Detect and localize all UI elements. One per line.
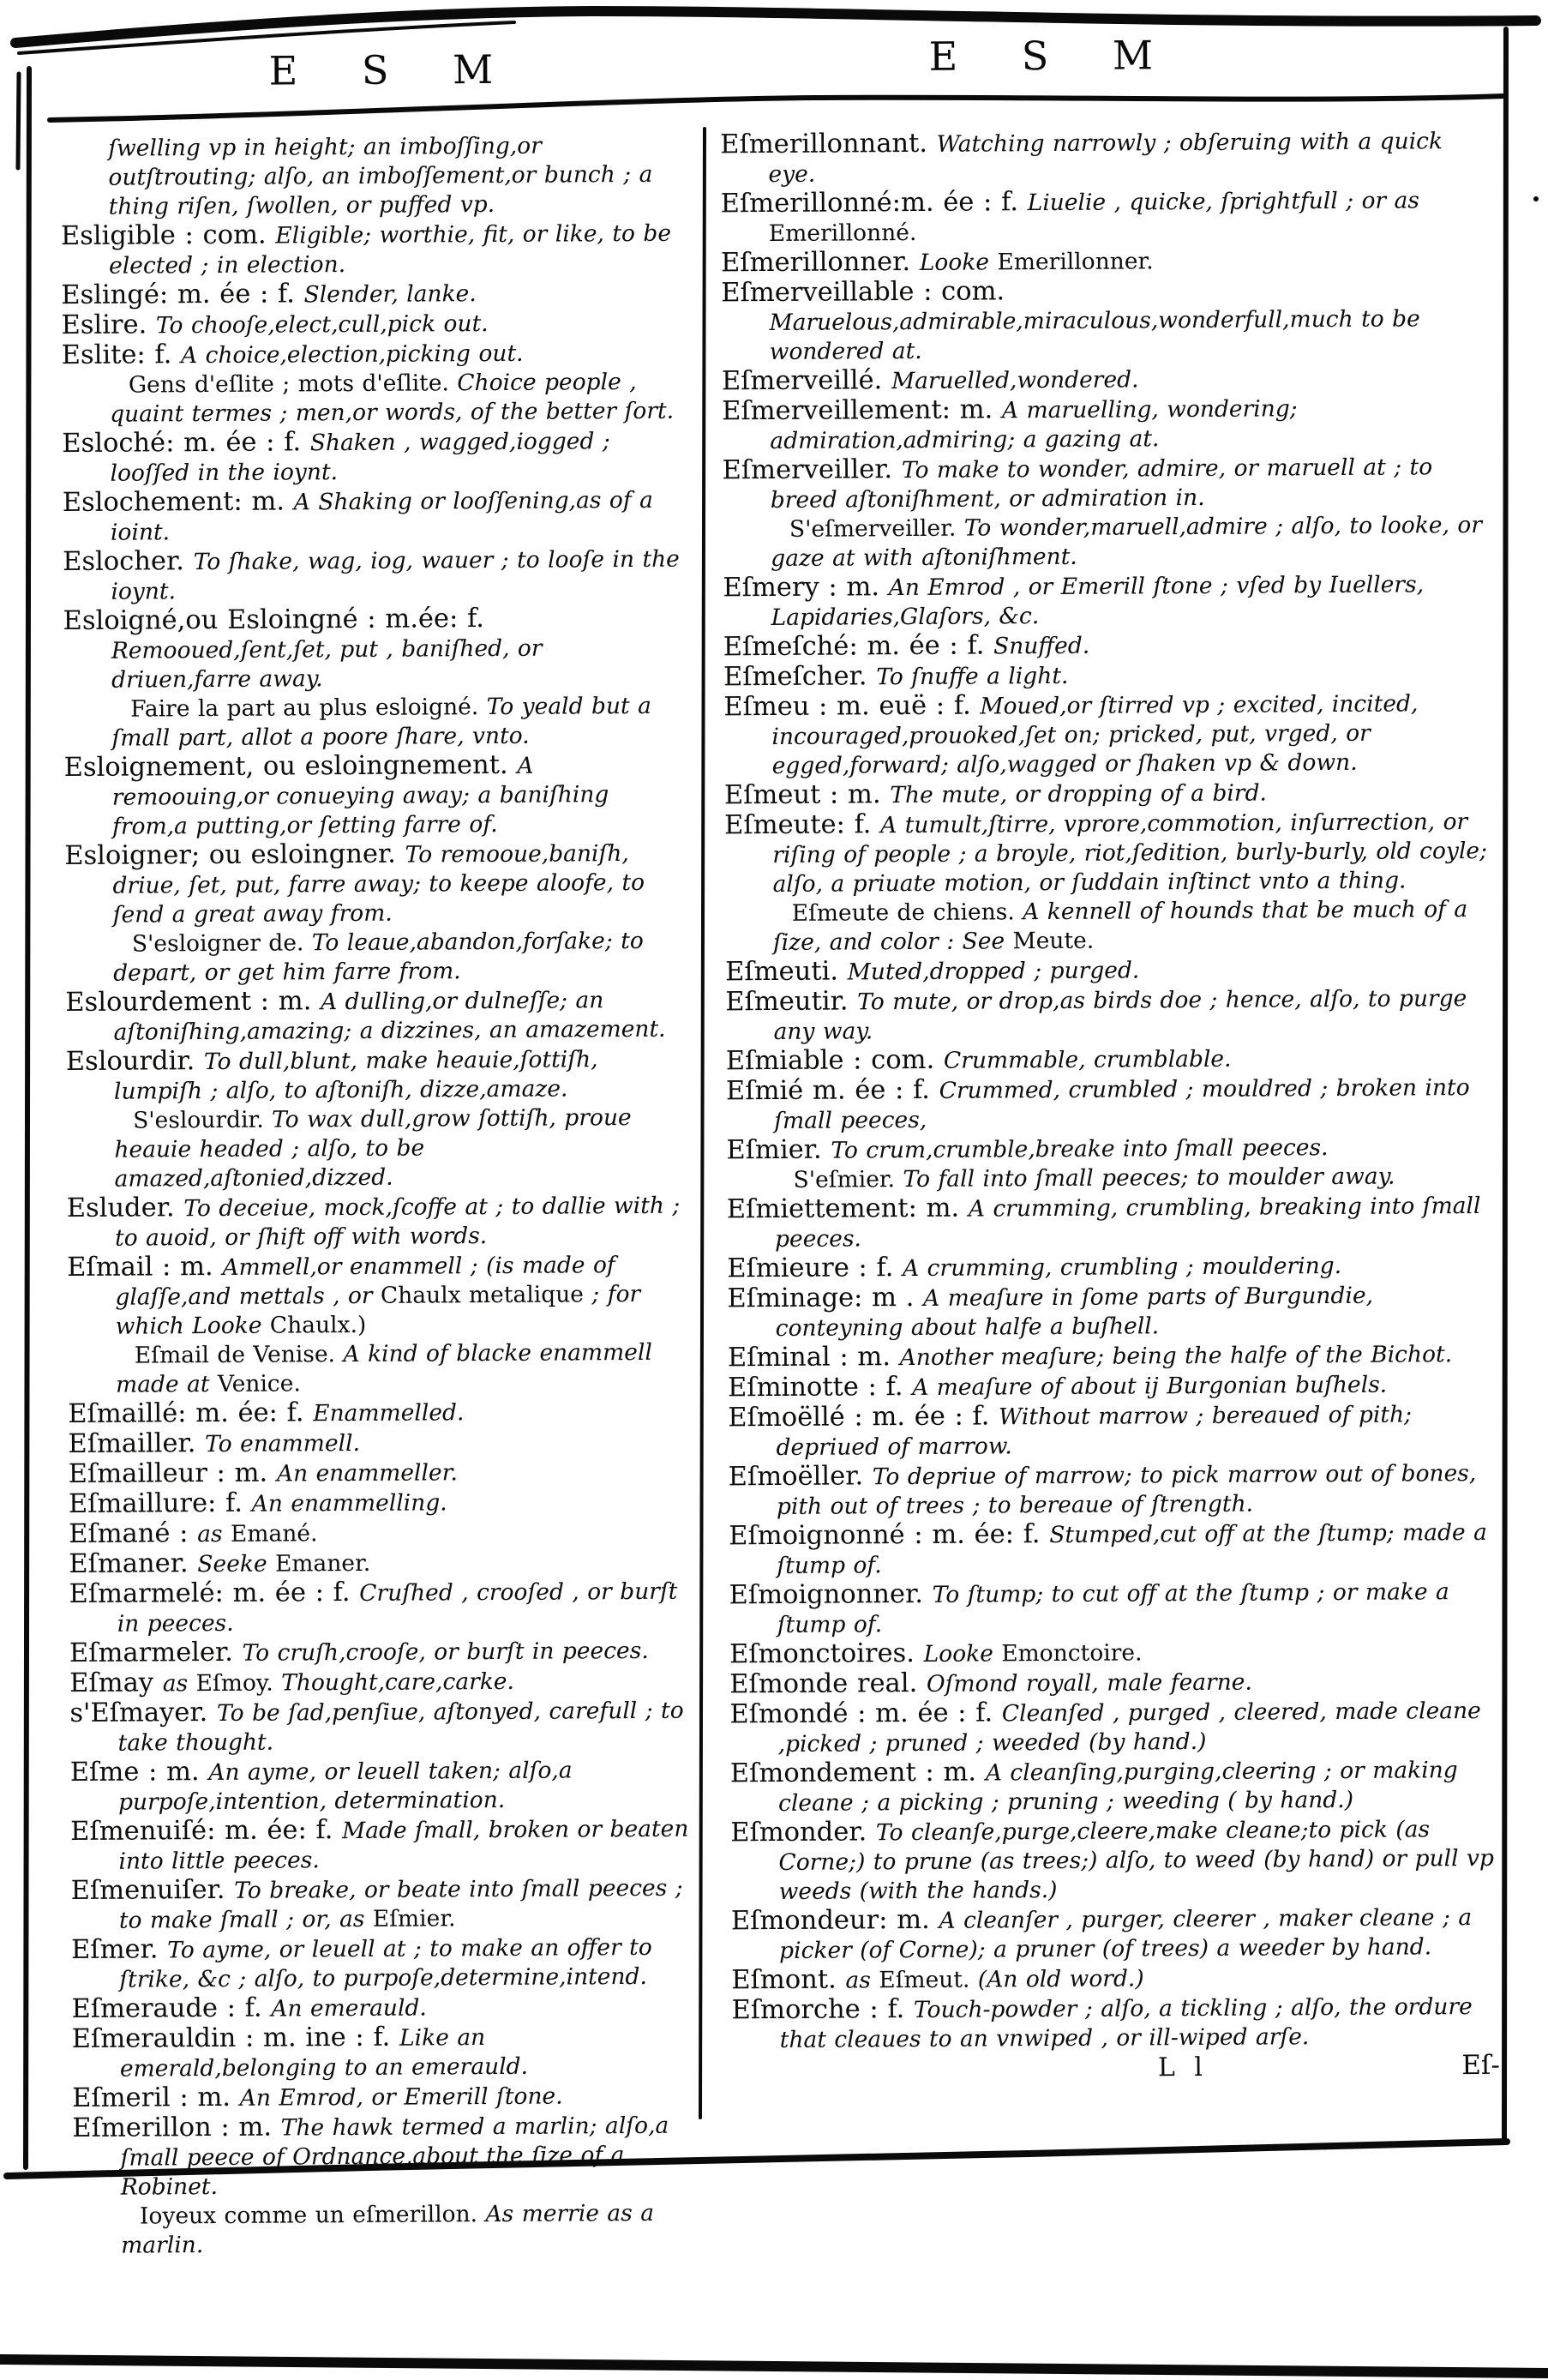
dictionary-entry bbox=[731, 1902, 1506, 1967]
entry-text: Stumped,cut off at the ſtump; made a ſtump of. bbox=[777, 1518, 1487, 1579]
entry-text: Snuffed. bbox=[993, 632, 1090, 660]
entry-headword: Eſmeu : m. euë : f. bbox=[723, 690, 981, 723]
entry-text: Crummable, crumblable. bbox=[943, 1045, 1232, 1074]
entry-text: Another meaſure; being the halfe of the Bichot. bbox=[899, 1341, 1453, 1372]
entry-headword: Eslocher. bbox=[63, 546, 194, 578]
dictionary-entry bbox=[69, 1487, 689, 1520]
entry-headword: Eſmorche : f. bbox=[731, 1994, 915, 2026]
dictionary-entry bbox=[726, 1073, 1501, 1137]
entry-text: ; for which Looke bbox=[115, 1280, 641, 1340]
entry-text: as bbox=[197, 1520, 231, 1548]
entry-text: Oſmond royall, male fearne. bbox=[926, 1668, 1252, 1698]
entry-text: A dulling,or dulneſſe; an aſtoniſhing,amazing; a dizzines, an amazement. bbox=[113, 987, 666, 1046]
dictionary-entry bbox=[721, 244, 1496, 279]
entry-text: To ſtump; to cut off at the ſtump ; or make a ſtump of. bbox=[777, 1578, 1449, 1638]
entry-text: An enammelling. bbox=[251, 1489, 447, 1518]
dictionary-entry bbox=[731, 1992, 1506, 2056]
entry-text: The hawk termed a marlin; alſo,a ſmall peece of Ordnance,about the ſize of a Robinet. bbox=[120, 2112, 669, 2201]
entry-headword: Eſmerveillable : com. bbox=[721, 276, 1005, 309]
dictionary-entry bbox=[725, 895, 1500, 959]
dictionary-entry bbox=[69, 1577, 689, 1639]
entry-headword: Eſmoignonné : m. ée: f. bbox=[729, 1519, 1050, 1552]
dictionary-entry bbox=[69, 1666, 690, 1699]
entry-headword: Esluder. bbox=[66, 1193, 184, 1224]
entry-headword: Eſminotte : f. bbox=[727, 1372, 913, 1403]
dictionary-entry bbox=[727, 1191, 1502, 1255]
dictionary-entry bbox=[727, 1250, 1502, 1285]
entry-headword: Esloigner; ou esloingner. bbox=[64, 838, 405, 872]
entry-headword: Eſmané : bbox=[69, 1518, 198, 1550]
entry-text: S'eslourdir. bbox=[133, 1106, 273, 1134]
entry-headword: Eſmerveiller. bbox=[722, 454, 902, 486]
entry-text: Venice. bbox=[217, 1370, 301, 1397]
dictionary-entry bbox=[63, 604, 685, 695]
entry-text: To make to wonder, admire, or maruell at ; to breed aſtoniſhment, or admiration in. bbox=[770, 454, 1433, 514]
dictionary-entry bbox=[722, 393, 1497, 457]
dictionary-entry bbox=[723, 628, 1498, 664]
right-column bbox=[720, 126, 1507, 2085]
entry-headword: Eſmaner. bbox=[69, 1548, 198, 1580]
dictionary-entry bbox=[71, 1932, 692, 1995]
dictionary-entry bbox=[68, 1338, 688, 1400]
entry-text: To be ſad,penſiue, aſtonyed, carefull ; to take thought. bbox=[117, 1697, 684, 1757]
dictionary-entry bbox=[70, 1755, 691, 1818]
dictionary-entry bbox=[731, 1962, 1506, 1997]
entry-headword: Eſmeuti. bbox=[725, 956, 848, 988]
entry-headword: Eſmonde real. bbox=[729, 1668, 927, 1700]
dictionary-entry bbox=[724, 777, 1499, 812]
entry-headword: Eſmerillonner. bbox=[720, 246, 920, 279]
entry-text: Muted,dropped ; purged. bbox=[847, 957, 1140, 986]
entry-headword: Eſmerveillement: m. bbox=[722, 394, 1003, 427]
entry-headword: Eſmont. bbox=[731, 1964, 846, 1996]
dictionary-entry bbox=[721, 185, 1496, 249]
dictionary-entry bbox=[61, 278, 681, 311]
entry-headword: Eſmiettement: m. bbox=[726, 1193, 969, 1225]
dictionary-entry bbox=[723, 511, 1497, 574]
entry-headword: Eſmery : m. bbox=[723, 572, 889, 604]
dictionary-entry bbox=[61, 219, 681, 281]
entry-headword: Eſmeril : m. bbox=[72, 2082, 240, 2114]
dictionary-entry bbox=[69, 1636, 690, 1669]
entry-text: To ayme, or leuell at ; to make an offer to ſtrike, &c ; alſo, to purpoſe,determine,intend. bbox=[119, 1933, 652, 1993]
dictionary-entry bbox=[724, 807, 1500, 900]
entry-text: To wonder,maruell,admire ; alſo, to looke, or gaze at with aſtoniſhment. bbox=[771, 511, 1483, 573]
dictionary-entry bbox=[729, 1636, 1504, 1671]
entry-text: To yeald but a ſmall part, allot a poore ſhare, vnto. bbox=[111, 692, 651, 752]
dictionary-entry bbox=[64, 838, 686, 930]
entry-headword: Eſmarmeler. bbox=[69, 1637, 243, 1669]
entry-text: To breake, or beate into ſmall peeces ; to make ſmall ; or, as bbox=[118, 1874, 683, 1934]
entry-headword: Eſmeut : m. bbox=[723, 779, 891, 811]
dictionary-entry bbox=[722, 452, 1497, 516]
entry-headword: Eslochement: m. bbox=[62, 486, 294, 519]
entry-text: A choice,election,picking out. bbox=[180, 340, 524, 370]
entry-text: As merrie as a marlin. bbox=[121, 2199, 655, 2259]
entry-headword: Eſmeſcher. bbox=[723, 661, 877, 693]
dictionary-entry bbox=[72, 2022, 693, 2084]
entry-text: Maruelled,wondered. bbox=[891, 366, 1139, 395]
entry-text: To fall into ſmall peeces; to moulder away. bbox=[903, 1163, 1395, 1193]
entry-headword: Esloignement, ou esloingnement. bbox=[63, 749, 518, 784]
entry-text: Enammelled. bbox=[313, 1399, 465, 1427]
entry-headword: Eſmieure : f. bbox=[727, 1253, 903, 1284]
dictionary-entry bbox=[726, 1132, 1501, 1167]
entry-text: The mute, or dropping of a bird. bbox=[890, 779, 1268, 809]
entry-text: Touch-powder ; alſo, a tickling ; alſo, the ordure that cleaues to an vnwiped , or ill-wiped arſe. bbox=[779, 1993, 1473, 2053]
entry-headword: Eſmeute: f. bbox=[723, 809, 881, 841]
entry-text: A kind of blacke enammell made at bbox=[115, 1338, 652, 1398]
dictionary-entry bbox=[70, 1814, 691, 1877]
left-column bbox=[60, 131, 693, 2261]
entry-text: Looke bbox=[919, 249, 998, 276]
running-head-left: E S M bbox=[268, 45, 519, 94]
entry-text: Thought,care,carke. bbox=[281, 1668, 515, 1697]
entry-headword: Eſmerillonné:m. ée : f. bbox=[720, 187, 1028, 219]
entry-headword: Eſmoëllé : m. ée : f. bbox=[728, 1401, 999, 1433]
dictionary-entry bbox=[63, 485, 683, 548]
entry-text: To leaue,abandon,forſake; to depart, or get him farre from. bbox=[113, 927, 644, 987]
entry-headword: Esligible : com. bbox=[60, 219, 276, 252]
entry-text: Eſmeute de chiens. bbox=[791, 899, 1023, 927]
entry-headword: Eſmeſché: m. ée : f. bbox=[723, 630, 994, 663]
entry-text: To chooſe,elect,cull,pick out. bbox=[155, 310, 489, 340]
entry-text: A crumming, crumbling, breaking into ſmall peeces. bbox=[774, 1192, 1481, 1253]
entry-headword: Eſminage: m . bbox=[727, 1282, 924, 1314]
dictionary-entry bbox=[720, 126, 1495, 190]
entry-text: Without marrow ; bereaued of pith; depriued of marrow. bbox=[776, 1401, 1413, 1461]
entry-text: To crum,crumble,breake into ſmall peeces. bbox=[831, 1134, 1329, 1164]
entry-text: Eligible; worthie, fit, or like, to be elected ; in election. bbox=[109, 219, 672, 279]
entry-text: Cleanſed , purged , cleered, made cleane ,picked ; pruned ; weeded (by hand.) bbox=[777, 1697, 1481, 1758]
entry-headword: Esloigné,ou Esloingné : m.ée: f. bbox=[63, 604, 485, 637]
entry-headword: Eſmaillé: m. ée: f. bbox=[68, 1397, 314, 1430]
entry-text: To depriue of marrow; to pick marrow out of bones, pith out of trees ; to bereaue of ſtrength. bbox=[776, 1460, 1477, 1520]
entry-text: Chaulx.) bbox=[269, 1311, 367, 1339]
entry-text: To mute, or drop,as birds doe ; hence, alſo, to purge any way. bbox=[773, 985, 1467, 1046]
entry-headword: Eſmailler. bbox=[68, 1428, 206, 1460]
entry-text: Eſmail de Venise. bbox=[134, 1341, 344, 1369]
dictionary-entry bbox=[71, 1992, 692, 2025]
dictionary-entry bbox=[729, 1696, 1504, 1760]
dictionary-entry bbox=[723, 569, 1497, 634]
entry-text: Gens d'eſlite ; mots d'eſlite. bbox=[128, 370, 458, 399]
entry-headword: Eſmerillonnant. bbox=[720, 128, 937, 160]
entry-text: Liuelie , quicke, ſprightfull ; or as bbox=[1027, 187, 1420, 217]
entry-text: Maruelous,admirable,miraculous,wonderfull,much to be wondered at. bbox=[769, 305, 1420, 366]
dictionary-entry bbox=[62, 426, 682, 489]
dictionary-entry bbox=[63, 544, 683, 607]
entry-text: A remoouing,or conueying away; a baniſhing from,a putting,or ſetting farre of. bbox=[111, 752, 609, 840]
entry-headword: Eslourdement : m. bbox=[65, 986, 321, 1019]
entry-text: Ioyeux comme un eſmerillon. bbox=[139, 2201, 486, 2230]
entry-text: Choice people , quaint termes ; men,or words, of the better ſort. bbox=[110, 368, 675, 428]
dictionary-entry bbox=[65, 927, 686, 989]
entry-text: Emané. bbox=[230, 1520, 318, 1548]
entry-text: S'eſmerveiller. bbox=[789, 514, 964, 543]
dictionary-entry bbox=[728, 1399, 1503, 1463]
dictionary-entry bbox=[72, 2081, 693, 2114]
dictionary-entry bbox=[728, 1369, 1503, 1404]
entry-text: Made ſmall, broken or beaten into little peeces. bbox=[118, 1815, 689, 1875]
dictionary-entry bbox=[67, 1191, 687, 1253]
entry-text: S'esloigner de. bbox=[131, 929, 312, 958]
entry-text: Slender, lanke. bbox=[303, 280, 477, 309]
entry-text: To cleanſe,purge,cleere,make cleane;to pick (as Corne;) to prune (as trees;) alſo, to weed (by hand) or pull vp weeds (with the hands.) bbox=[778, 1816, 1495, 1905]
entry-headword: Eſmaillure: f. bbox=[68, 1488, 252, 1520]
dictionary-entry bbox=[62, 368, 682, 430]
dictionary-entry bbox=[722, 363, 1497, 398]
entry-headword: Eſmailleur : m. bbox=[68, 1457, 277, 1490]
dictionary-entry bbox=[73, 2199, 693, 2261]
dictionary-entry bbox=[729, 1458, 1503, 1523]
entry-headword: Eſmoëller. bbox=[728, 1461, 873, 1493]
entry-text: An Emrod, or Emerill ſtone. bbox=[239, 2082, 563, 2112]
dictionary-entry bbox=[721, 274, 1497, 368]
entry-text: Chaulx metalique bbox=[380, 1281, 585, 1309]
entry-headword: Eſmer. bbox=[70, 1934, 168, 1966]
entry-text: as bbox=[162, 1670, 196, 1698]
dictionary-entry bbox=[728, 1339, 1503, 1374]
entry-text: An emerauld. bbox=[271, 1994, 427, 2022]
entry-headword: Eſmerveillé. bbox=[721, 365, 892, 397]
dictionary-entry bbox=[69, 1696, 690, 1758]
catchword: Eſ- bbox=[1461, 2049, 1501, 2082]
dictionary-entry bbox=[65, 985, 686, 1048]
dictionary-entry bbox=[729, 1577, 1503, 1641]
entry-text: ſwelling vp in height; an imboſſing,or outſtrouting; alſo, an imboſſement,or bunch ; a thing riſen, ſwollen, or puffed vp. bbox=[108, 132, 653, 220]
entry-text: Moued,or ſtirred vp ; excited, incited, incouraged,prouoked,ſet on; pricked, put, vrged, or egged,forward; alſo,wagged or ſhaken vp & down. bbox=[771, 690, 1419, 780]
entry-headword: Eſmeutir. bbox=[725, 986, 858, 1018]
entry-text: A meaſure in ſome parts of Burgundie, conteyning about halfe a buſhell. bbox=[775, 1282, 1374, 1342]
dictionary-entry bbox=[61, 308, 681, 341]
dictionary-entry bbox=[69, 1547, 689, 1580]
entry-text: Emonctoire. bbox=[1001, 1639, 1143, 1668]
entry-headword: Eſminal : m. bbox=[727, 1342, 900, 1373]
signature-mark: L l bbox=[1157, 2052, 1209, 2083]
entry-text: To ſhake, wag, iog, wauer ; to looſe in the ioynt. bbox=[111, 545, 680, 605]
entry-text: An ayme, or leuell taken; alſo,a purpoſe,intention, determination. bbox=[117, 1757, 573, 1816]
entry-headword: Eslourdir. bbox=[65, 1046, 205, 1078]
entry-text: Emerillonné. bbox=[768, 219, 917, 248]
entry-text: A crumming, crumbling ; mouldering. bbox=[902, 1252, 1342, 1283]
entry-text: Emerillonner. bbox=[997, 248, 1154, 276]
entry-headword: Eſmonder. bbox=[730, 1817, 877, 1848]
entry-headword: s'Eſmayer. bbox=[69, 1697, 218, 1729]
entry-text: Remooued,ſent,ſet, put , baniſhed, or driuen,farre away. bbox=[111, 634, 543, 694]
dictionary-entry bbox=[727, 1162, 1502, 1196]
entry-headword: Eslire. bbox=[61, 310, 157, 341]
entry-text: To cruſh,crooſe, or burſt in peeces. bbox=[242, 1637, 649, 1667]
entry-text: A Shaking or looſſening,as of a ioint. bbox=[110, 486, 653, 546]
entry-headword: Eſmonctoires. bbox=[729, 1638, 924, 1670]
dictionary-entry bbox=[66, 1103, 687, 1194]
entry-headword: Eſmier. bbox=[726, 1134, 831, 1166]
dictionary-entry bbox=[729, 1666, 1504, 1701]
entry-headword: Eſmondé : m. ée : f. bbox=[729, 1698, 1002, 1730]
entry-text: Crummed, crumbled ; mouldred ; broken into ſmall peeces, bbox=[774, 1074, 1470, 1135]
entry-text: Emaner. bbox=[274, 1549, 371, 1578]
dictionary-entry bbox=[730, 1755, 1505, 1819]
entry-text: To dull,blunt, make heauie,ſottiſh, lumpiſh ; alſo, to aſtoniſh, dizze,amaze. bbox=[113, 1046, 598, 1105]
entry-text: To remooue,baniſh, driue, ſet, put, farre away; to keepe aloofe, to ſend a great away from. bbox=[112, 840, 645, 929]
entry-text: Meute. bbox=[1012, 927, 1095, 955]
entry-text: Shaken , wagged,iogged ; looſſed in the ioynt. bbox=[110, 428, 610, 487]
entry-headword: Eslingé: m. ée : f. bbox=[61, 279, 304, 311]
dictionary-entry bbox=[729, 1518, 1503, 1582]
entry-headword: Eſmay bbox=[69, 1668, 163, 1699]
dictionary-entry bbox=[67, 1250, 688, 1342]
dictionary-entry bbox=[72, 2111, 693, 2203]
entry-headword: Eslite: f. bbox=[61, 340, 182, 371]
dictionary-entry bbox=[727, 1280, 1502, 1344]
dictionary-entry bbox=[64, 750, 686, 842]
entry-headword: Eſmarmelé: m. ée : f. bbox=[69, 1577, 360, 1610]
entry-text: Ammell,or enammell ; (is made of glaſſe,and mettals , or bbox=[115, 1252, 615, 1311]
entry-text: A kennell of hounds that be much of a ſize, and color : See bbox=[772, 896, 1468, 957]
entry-headword: Eſmiable : com. bbox=[725, 1044, 945, 1077]
running-head-right: E S M bbox=[928, 32, 1179, 80]
entry-text: Faire la part au plus esloigné. bbox=[130, 694, 487, 723]
dictionary-entry bbox=[726, 1043, 1501, 1078]
entry-text: A maruelling, wondering; admiration,admiring; a gazing at. bbox=[770, 395, 1298, 455]
entry-text: Looke bbox=[923, 1640, 1002, 1668]
entry-headword: Eſmondeur: m. bbox=[730, 1904, 939, 1937]
entry-text: A tumult,ſtirre, vprore,commotion, inſurrection, or riſing of people ; a broyle, riot,ſedition, burly-burly, old coyle; alſo, a priuate motion, or ſuddain inſtinct vnto a thing. bbox=[772, 808, 1488, 899]
entry-headword: Esloché: m. ée : f. bbox=[62, 427, 310, 460]
entry-headword: Eſmié m. ée : f. bbox=[725, 1074, 939, 1107]
dictionary-entry bbox=[69, 1517, 689, 1550]
dictionary-entry bbox=[723, 688, 1499, 782]
entry-headword: Eſmenuiſé: m. ée: f. bbox=[70, 1815, 343, 1848]
dictionary-entry bbox=[60, 131, 681, 222]
entry-headword: Eſmail : m. bbox=[67, 1251, 223, 1283]
entry-text: An enammeller. bbox=[276, 1459, 458, 1488]
entry-text: An Emrod , or Emerill ſtone ; vſed by Iuellers, Lapidaries,Glaſors, &c. bbox=[771, 571, 1425, 632]
dictionary-entry bbox=[68, 1397, 688, 1430]
entry-text: Watching narrowly ; obſeruing with a quick eye. bbox=[768, 128, 1443, 189]
dictionary-entry bbox=[66, 1044, 687, 1107]
dictionary-entry bbox=[725, 983, 1500, 1048]
entry-text: (An old word.) bbox=[977, 1965, 1144, 1993]
entry-text: To ſnuffe a light. bbox=[876, 662, 1069, 691]
dictionary-entry bbox=[71, 1873, 692, 1936]
entry-text: Eſmeut. bbox=[879, 1966, 978, 1994]
entry-text: A cleanſer , purger, cleerer , maker cleane ; a picker (of Corne); a pruner (of trees) a weeder by hand. bbox=[779, 1904, 1473, 1964]
entry-text: To wax dull,grow ſottiſh, proue heauie headed ; alſo, to be amazed,aſtonied,dizzed. bbox=[114, 1104, 632, 1193]
dictionary-entry bbox=[62, 338, 682, 371]
entry-headword: Eſmerauldin : m. ine : f. bbox=[71, 2022, 400, 2055]
entry-headword: Eſmeraude : f. bbox=[71, 1992, 272, 2025]
entry-text: S'eſmier. bbox=[793, 1166, 903, 1193]
entry-headword: Eſme : m. bbox=[69, 1757, 209, 1788]
dictionary-entry bbox=[69, 1457, 689, 1490]
entry-text: as bbox=[845, 1967, 879, 1994]
entry-text: Cruſhed , crooſed , or burſt in peeces. bbox=[117, 1578, 678, 1638]
entry-text: Eſmier. bbox=[372, 1905, 456, 1932]
dictionary-entry bbox=[725, 953, 1500, 989]
dictionary-entry bbox=[723, 658, 1498, 694]
dictionary-entry bbox=[63, 692, 684, 754]
entry-text: To enammell. bbox=[204, 1429, 361, 1458]
entry-headword: Eſmenuiſer. bbox=[70, 1874, 235, 1907]
entry-text: To deceiue, mock,ſcoffe at ; to dallie with ; to auoid, or ſhift off with words. bbox=[114, 1192, 681, 1252]
entry-headword: Eſmondement : m. bbox=[729, 1757, 986, 1789]
entry-headword: Eſmoignonner. bbox=[729, 1578, 933, 1611]
entry-text: A cleanſing,purging,cleering ; or making cleane ; a picking ; pruning ; weeding ( by hand.) bbox=[777, 1757, 1458, 1817]
entry-text: Eſmoy. bbox=[195, 1669, 282, 1698]
entry-headword: Eſmerillon : m. bbox=[72, 2112, 281, 2144]
dictionary-entry bbox=[730, 1814, 1506, 1908]
entry-text: Seeke bbox=[197, 1550, 276, 1578]
entry-text: Like an emerald,belonging to an emerauld. bbox=[119, 2024, 529, 2082]
dictionary-entry bbox=[68, 1427, 688, 1460]
entry-text: A meaſure of about ij Burgonian buſhels. bbox=[912, 1371, 1388, 1402]
signature-row bbox=[732, 2051, 1507, 2086]
